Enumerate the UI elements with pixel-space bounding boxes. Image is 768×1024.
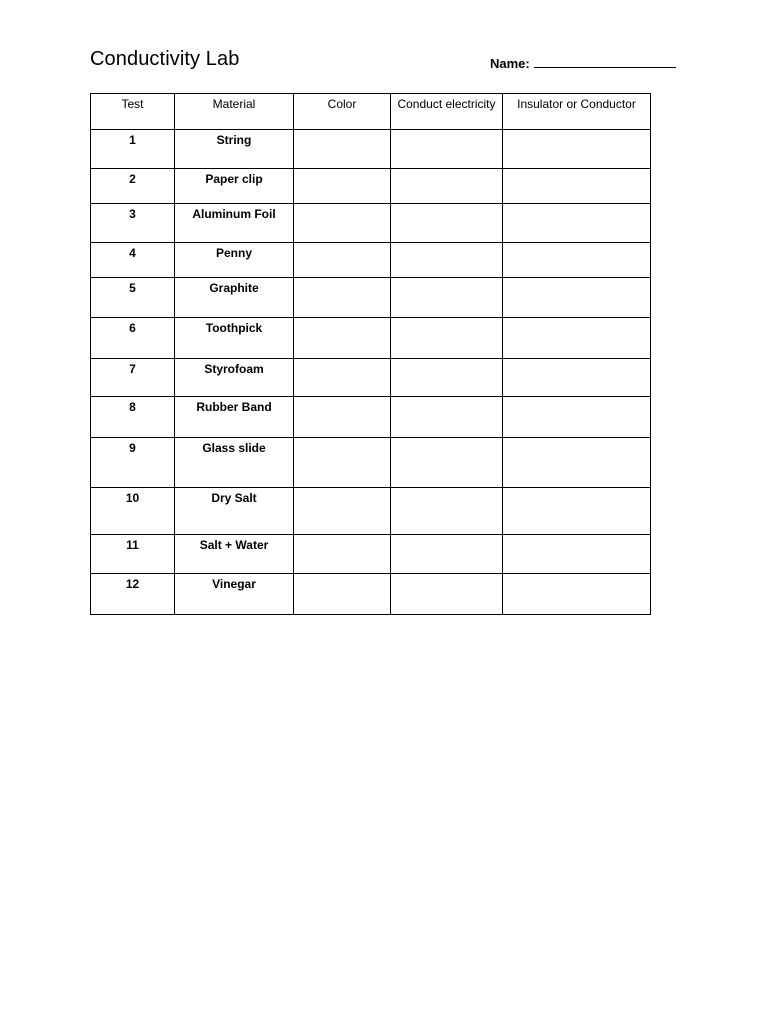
test-cell: 6 — [91, 318, 175, 359]
test-cell: 11 — [91, 535, 175, 574]
header-insulator-or-conductor: Insulator or Conductor — [503, 94, 651, 130]
material-cell: Penny — [175, 243, 294, 278]
color-cell[interactable] — [294, 169, 391, 204]
material-cell: Glass slide — [175, 438, 294, 488]
color-cell[interactable] — [294, 359, 391, 397]
test-cell: 2 — [91, 169, 175, 204]
table-body — [91, 130, 651, 615]
test-cell: 1 — [91, 130, 175, 169]
material-cell: Graphite — [175, 278, 294, 318]
color-cell[interactable] — [294, 574, 391, 615]
header-material: Material — [175, 94, 294, 130]
color-cell[interactable] — [294, 535, 391, 574]
conduct-cell[interactable] — [391, 318, 503, 359]
classification-cell[interactable] — [503, 535, 651, 574]
classification-cell[interactable] — [503, 438, 651, 488]
test-cell: 4 — [91, 243, 175, 278]
table-row — [91, 359, 651, 397]
classification-cell[interactable] — [503, 574, 651, 615]
conduct-cell[interactable] — [391, 169, 503, 204]
header-test: Test — [91, 94, 175, 130]
conduct-cell[interactable] — [391, 397, 503, 438]
classification-cell[interactable] — [503, 130, 651, 169]
material-cell: Vinegar — [175, 574, 294, 615]
table-header-row — [91, 94, 651, 130]
conduct-cell[interactable] — [391, 359, 503, 397]
table-row — [91, 278, 651, 318]
test-cell: 8 — [91, 397, 175, 438]
classification-cell[interactable] — [503, 169, 651, 204]
classification-cell[interactable] — [503, 488, 651, 535]
test-cell: 3 — [91, 204, 175, 243]
color-cell[interactable] — [294, 397, 391, 438]
test-cell: 12 — [91, 574, 175, 615]
conduct-cell[interactable] — [391, 535, 503, 574]
test-cell: 7 — [91, 359, 175, 397]
header-color: Color — [294, 94, 391, 130]
classification-cell[interactable] — [503, 204, 651, 243]
classification-cell[interactable] — [503, 318, 651, 359]
material-cell: Dry Salt — [175, 488, 294, 535]
name-field — [490, 54, 676, 71]
table-row — [91, 574, 651, 615]
name-blank-line[interactable] — [534, 54, 676, 68]
material-cell: Paper clip — [175, 169, 294, 204]
classification-cell[interactable] — [503, 278, 651, 318]
conduct-cell[interactable] — [391, 278, 503, 318]
conduct-cell[interactable] — [391, 204, 503, 243]
page-title: Conductivity Lab — [90, 48, 240, 70]
conductivity-table — [90, 93, 651, 615]
color-cell[interactable] — [294, 318, 391, 359]
table-row — [91, 318, 651, 359]
name-label: Name: — [490, 56, 530, 71]
test-cell: 5 — [91, 278, 175, 318]
test-cell: 9 — [91, 438, 175, 488]
table-row — [91, 243, 651, 278]
test-cell: 10 — [91, 488, 175, 535]
table-row — [91, 438, 651, 488]
color-cell[interactable] — [294, 243, 391, 278]
table-row — [91, 535, 651, 574]
material-cell: Aluminum Foil — [175, 204, 294, 243]
conduct-cell[interactable] — [391, 488, 503, 535]
conduct-cell[interactable] — [391, 438, 503, 488]
classification-cell[interactable] — [503, 359, 651, 397]
material-cell: Salt + Water — [175, 535, 294, 574]
conduct-cell[interactable] — [391, 130, 503, 169]
color-cell[interactable] — [294, 130, 391, 169]
table-row — [91, 397, 651, 438]
material-cell: String — [175, 130, 294, 169]
color-cell[interactable] — [294, 278, 391, 318]
table-row — [91, 204, 651, 243]
classification-cell[interactable] — [503, 243, 651, 278]
color-cell[interactable] — [294, 204, 391, 243]
table-row — [91, 488, 651, 535]
header-conduct-electricity: Conduct electricity — [391, 94, 503, 130]
conduct-cell[interactable] — [391, 574, 503, 615]
table-row — [91, 130, 651, 169]
color-cell[interactable] — [294, 438, 391, 488]
color-cell[interactable] — [294, 488, 391, 535]
material-cell: Styrofoam — [175, 359, 294, 397]
material-cell: Toothpick — [175, 318, 294, 359]
conduct-cell[interactable] — [391, 243, 503, 278]
classification-cell[interactable] — [503, 397, 651, 438]
material-cell: Rubber Band — [175, 397, 294, 438]
table-row — [91, 169, 651, 204]
